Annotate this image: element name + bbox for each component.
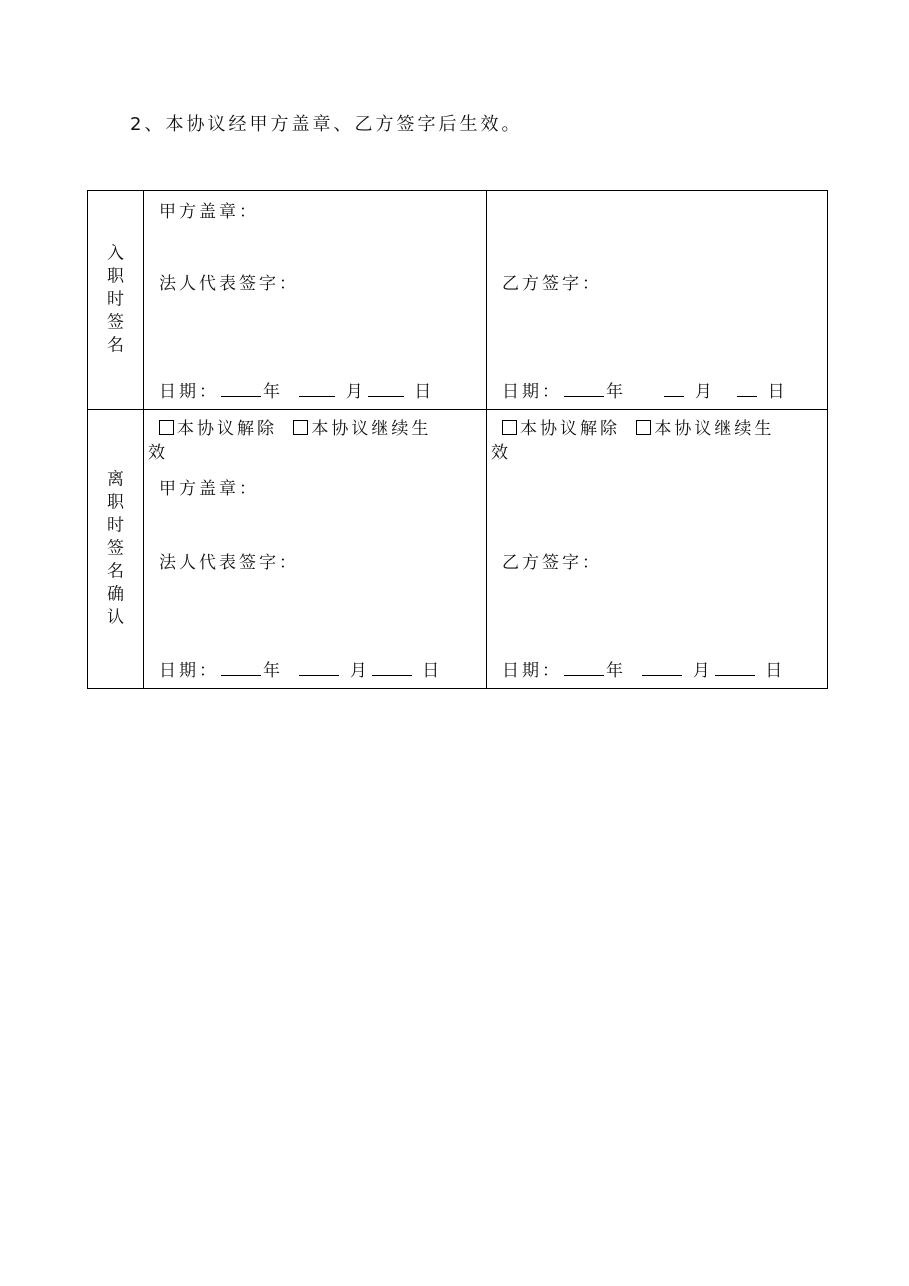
exit-label-char: 签	[107, 538, 124, 559]
month-blank[interactable]	[664, 382, 684, 397]
exit-party-b-sign-label: 乙方签字：	[502, 553, 602, 573]
exit-legal-rep-sign-label: 法人代表签字：	[159, 553, 299, 573]
agreement-effective-clause: 2、本协议经甲方盖章、乙方签字后生效。	[130, 114, 523, 135]
year-blank[interactable]	[221, 661, 261, 676]
exit-label-char: 名	[107, 561, 124, 582]
exit-party-b-date	[502, 656, 785, 681]
entry-party-a-date	[159, 377, 434, 402]
exit-party-a-cell[interactable]	[144, 410, 487, 689]
day-label: 日	[765, 661, 786, 681]
date-label: 日期：	[502, 382, 562, 402]
day-label: 日	[767, 382, 788, 402]
exit-party-a-date	[159, 656, 442, 681]
entry-label-char: 名	[107, 335, 124, 356]
exit-label-char: 职	[107, 492, 124, 513]
entry-label-char: 签	[107, 312, 124, 333]
terminate-option-label: 本协议解除	[177, 419, 277, 439]
continue-option-label: 本协议继续生	[654, 419, 775, 439]
entry-party-a-cell[interactable]	[144, 191, 487, 410]
entry-party-b-sign-label: 乙方签字：	[502, 274, 602, 294]
entry-label-cell	[88, 191, 144, 410]
date-label: 日期：	[159, 382, 219, 402]
exit-label-char: 离	[107, 469, 124, 490]
month-blank[interactable]	[642, 661, 682, 676]
day-blank[interactable]	[737, 382, 757, 397]
day-blank[interactable]	[368, 382, 404, 397]
continue-checkbox[interactable]	[636, 420, 651, 435]
year-label: 年	[263, 382, 283, 402]
year-blank[interactable]	[564, 661, 604, 676]
continue-option-label-wrap: 效	[148, 443, 168, 463]
day-blank[interactable]	[372, 661, 412, 676]
year-label: 年	[606, 661, 626, 681]
terminate-option-label: 本协议解除	[520, 419, 620, 439]
entry-vertical-label	[88, 243, 143, 358]
entry-signature-row	[88, 191, 828, 410]
month-blank[interactable]	[299, 382, 335, 397]
year-label: 年	[263, 661, 283, 681]
entry-legal-rep-sign-label: 法人代表签字：	[159, 274, 299, 294]
month-blank[interactable]	[299, 661, 339, 676]
exit-signature-row	[88, 410, 828, 689]
exit-label-char: 时	[107, 515, 124, 536]
entry-label-char: 职	[107, 266, 124, 287]
terminate-checkbox[interactable]	[502, 420, 517, 435]
month-label: 月	[345, 382, 366, 402]
exit-party-a-seal-label: 甲方盖章：	[159, 479, 259, 499]
exit-party-a-options	[159, 414, 431, 439]
entry-party-b-date	[502, 377, 788, 402]
terminate-checkbox[interactable]	[159, 420, 174, 435]
entry-label-char: 时	[107, 289, 124, 310]
entry-party-b-cell[interactable]	[487, 191, 828, 410]
continue-option-label: 本协议继续生	[311, 419, 432, 439]
date-label: 日期：	[159, 661, 219, 681]
day-blank[interactable]	[715, 661, 755, 676]
exit-label-char: 确	[107, 584, 124, 605]
date-label: 日期：	[502, 661, 562, 681]
month-label: 月	[349, 661, 370, 681]
year-blank[interactable]	[221, 382, 261, 397]
continue-option-label-wrap: 效	[491, 443, 511, 463]
year-label: 年	[606, 382, 626, 402]
exit-party-b-options	[502, 414, 774, 439]
month-label: 月	[694, 382, 715, 402]
exit-label-cell	[88, 410, 144, 689]
continue-checkbox[interactable]	[293, 420, 308, 435]
signature-table	[87, 190, 828, 689]
entry-label-char: 入	[107, 243, 124, 264]
entry-party-a-seal-label: 甲方盖章：	[159, 202, 259, 222]
exit-party-b-cell[interactable]	[487, 410, 828, 689]
day-label: 日	[422, 661, 443, 681]
exit-vertical-label	[88, 469, 143, 630]
month-label: 月	[692, 661, 713, 681]
year-blank[interactable]	[564, 382, 604, 397]
exit-label-char: 认	[107, 607, 124, 628]
day-label: 日	[414, 382, 435, 402]
